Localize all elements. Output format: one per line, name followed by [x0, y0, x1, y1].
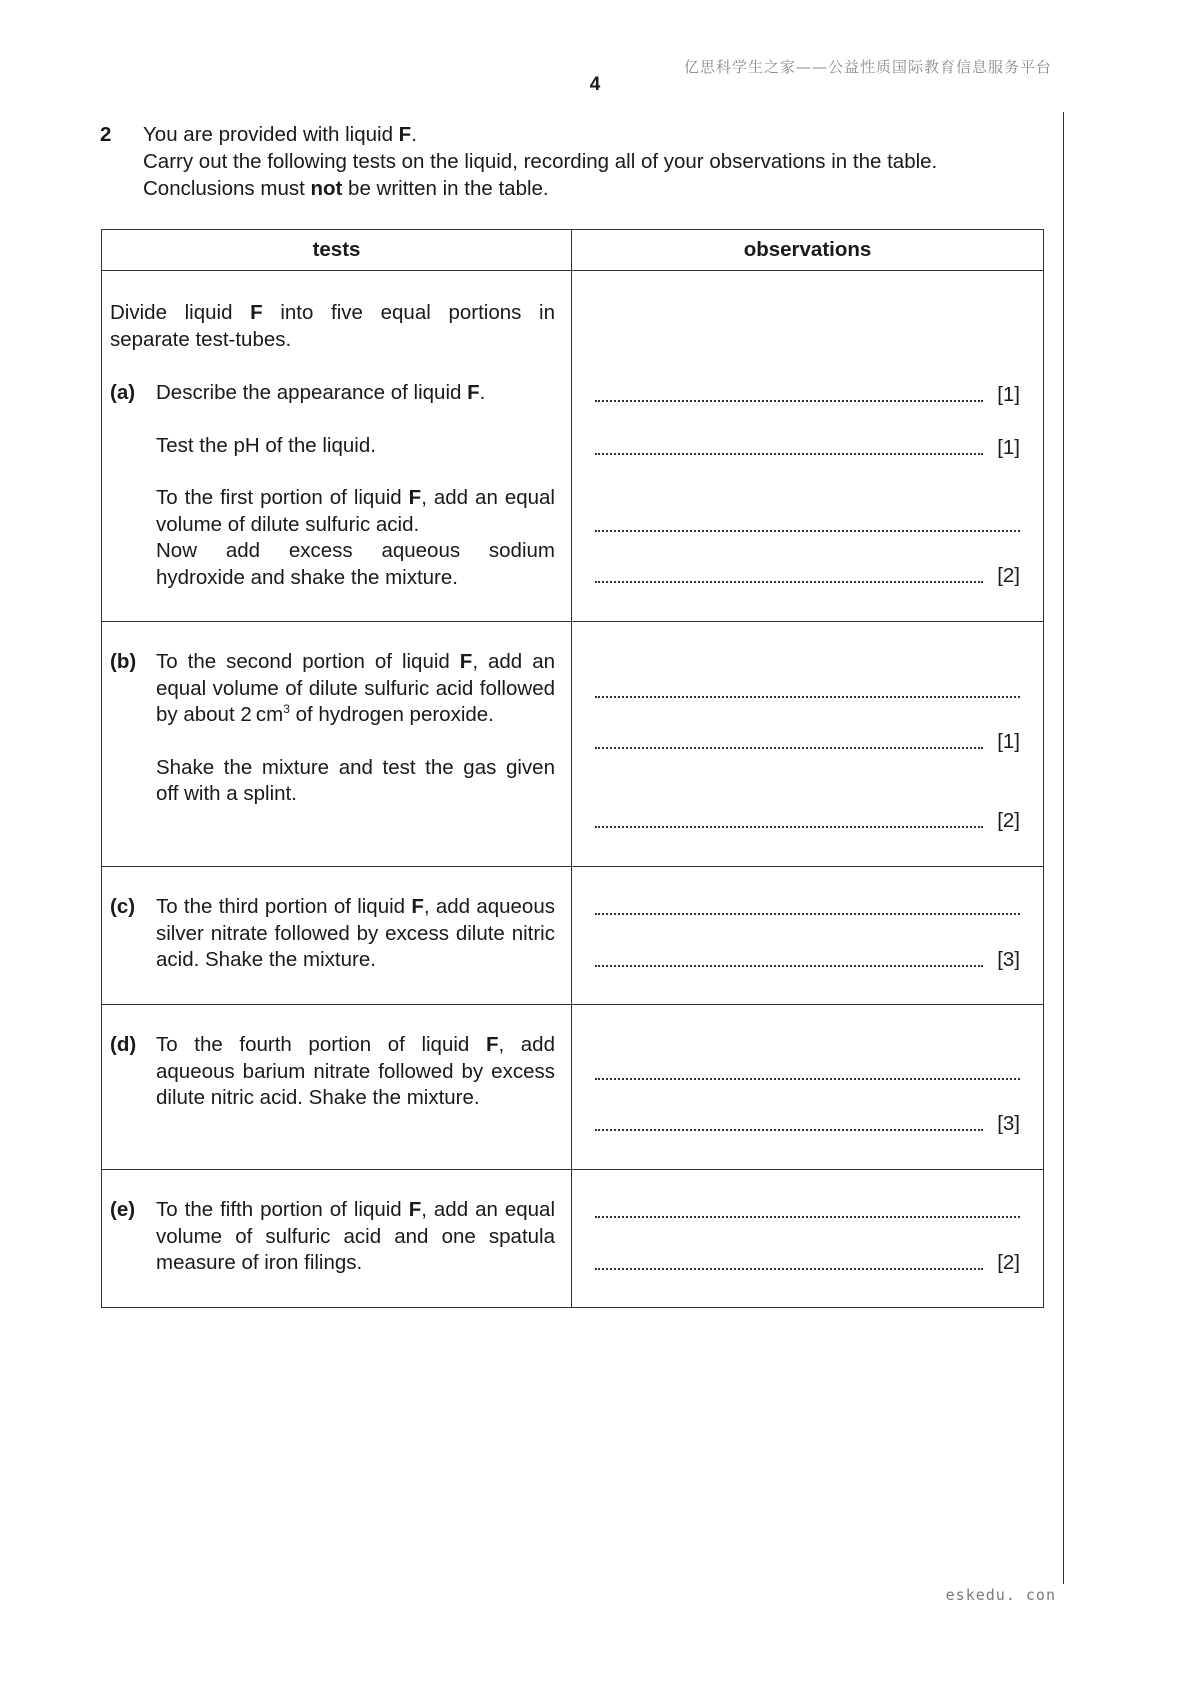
- mark-allocation: [1]: [997, 382, 1020, 406]
- mark-allocation: [2]: [997, 563, 1020, 587]
- test-a-ph: Test the pH of the liquid.: [156, 433, 376, 457]
- answer-line[interactable]: [595, 894, 1020, 921]
- intro-text: Divide liquid F into five equal portions in separate test-tubes.: [110, 301, 555, 351]
- instruction-line-1: You are provided with liquid F.: [143, 123, 417, 146]
- answer-line[interactable]: [595, 1197, 1020, 1224]
- part-label-e: (e): [110, 1198, 136, 1221]
- instruction-line-3: Conclusions must not be written in the table.: [143, 177, 549, 200]
- test-d-barium-nitrate: To the fourth portion of liquid F, add aqueous barium nitrate followed by excess dilute nitric acid. Shake the mixture.: [156, 1033, 555, 1109]
- question-number: 2: [100, 123, 112, 146]
- mark-allocation: [2]: [997, 1250, 1020, 1274]
- mark-allocation: [3]: [997, 947, 1020, 971]
- footer-source: eskedu. con: [945, 1586, 1056, 1604]
- part-label-b: (b): [110, 650, 137, 673]
- test-a-appearance: Describe the appearance of liquid F.: [156, 381, 486, 404]
- obs-cell-c: [572, 867, 1044, 1005]
- answer-line[interactable]: [595, 728, 1020, 755]
- answer-line[interactable]: [595, 946, 1020, 973]
- tests-observations-table: [101, 229, 1044, 1308]
- test-b-splint: Shake the mixture and test the gas given off with a splint.: [156, 755, 555, 805]
- obs-cell-e: [572, 1170, 1044, 1308]
- watermark-header: 亿思科学生之家——公益性质国际教育信息服务平台: [683, 58, 1052, 76]
- answer-line[interactable]: [595, 677, 1020, 704]
- test-cell-e: [102, 1170, 572, 1308]
- answer-line[interactable]: [595, 1249, 1020, 1276]
- test-cell-c: [102, 867, 572, 1005]
- test-e-iron-filings: To the fifth portion of liquid F, add an equal volume of sulfuric acid and one spatula measure of iron filings.: [156, 1198, 555, 1274]
- mark-allocation: [2]: [997, 808, 1020, 832]
- part-label-a: (a): [110, 381, 136, 404]
- question-2: [100, 121, 1060, 202]
- instruction-line-2: Carry out the following tests on the liquid, recording all of your observations in the table.: [143, 150, 938, 173]
- obs-cell-a: [572, 271, 1044, 622]
- answer-line[interactable]: [595, 511, 1020, 538]
- obs-cell-b: [572, 622, 1044, 867]
- mark-allocation: [1]: [997, 435, 1020, 459]
- test-cell-b: [102, 622, 572, 867]
- question-instructions: [143, 121, 1060, 202]
- answer-line[interactable]: [595, 807, 1020, 834]
- test-b-peroxide: To the second portion of liquid F, add an equal volume of dilute sulfuric acid followed by about 2 $cm^3$ of hydrogen peroxide.: [156, 650, 555, 726]
- mark-allocation: [1]: [997, 729, 1020, 753]
- mark-allocation: [3]: [997, 1111, 1020, 1135]
- test-a-alkali: Now add excess aqueous sodium hydroxide and shake the mixture.: [156, 539, 555, 589]
- margin-rule: [1063, 112, 1064, 1584]
- answer-line[interactable]: [595, 1110, 1020, 1137]
- header-observations: observations: [572, 230, 1044, 271]
- answer-line[interactable]: [595, 1059, 1020, 1086]
- header-tests: tests: [102, 230, 572, 271]
- test-cell-d: [102, 1005, 572, 1170]
- test-cell-a: [102, 271, 572, 622]
- test-a-acid: To the first portion of liquid F, add an equal volume of dilute sulfuric acid.: [156, 486, 555, 536]
- part-label-c: (c): [110, 895, 136, 918]
- obs-cell-d: [572, 1005, 1044, 1170]
- test-c-silver-nitrate: To the third portion of liquid F, add aqueous silver nitrate followed by excess dilute nitric acid. Shake the mixture.: [156, 895, 555, 971]
- part-label-d: (d): [110, 1033, 137, 1056]
- answer-line[interactable]: [595, 381, 1020, 408]
- answer-line[interactable]: [595, 562, 1020, 589]
- answer-line[interactable]: [595, 434, 1020, 461]
- page-number: 4: [589, 74, 601, 95]
